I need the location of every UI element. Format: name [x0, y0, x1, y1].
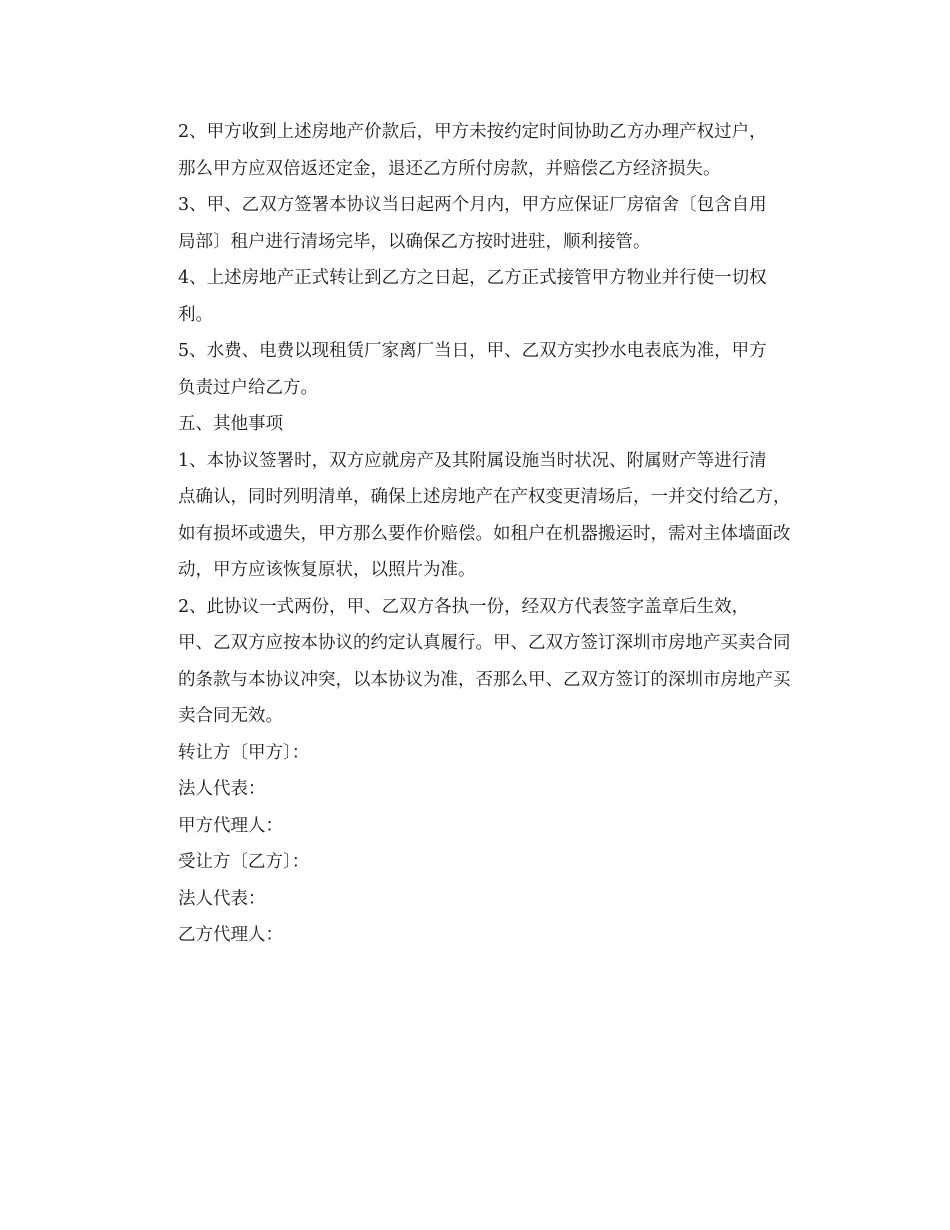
text-line: 点确认，同时列明清单，确保上述房地产在产权变更清场后，一并交付给乙方， — [178, 487, 791, 507]
signature-transferor: 转让方〔甲方〕： — [178, 742, 310, 763]
signature-transferee: 受让方〔乙方〕： — [178, 852, 310, 872]
clause-5-utilities — [142, 333, 808, 406]
signature-party-b-agent: 乙方代理人： — [178, 925, 283, 945]
text-line: 3、甲、乙双方签署本协议当日起两个月内，甲方应保证厂房宿舍〔包含自用 — [178, 195, 767, 215]
text-line: 4、上述房地产正式转让到乙方之日起，乙方正式接管甲方物业并行使一切权 — [178, 268, 767, 288]
signature-transferor-legal-rep: 法人代表： — [178, 779, 266, 799]
text-line: 利。 — [178, 304, 213, 325]
text-line: 负责过户给乙方。 — [178, 377, 318, 398]
signature-party-a-agent: 甲方代理人： — [178, 815, 283, 836]
clause-2-payment-transfer — [142, 114, 808, 187]
text-line: 的条款与本协议冲突，以本协议为准，否那么甲、乙双方签订的深圳市房地产买 — [178, 669, 791, 690]
text-line: 卖合同无效。 — [178, 706, 283, 726]
clause-4-takeover — [142, 260, 808, 333]
text-line: 局部〕租户进行清场完毕，以确保乙方按时进驻，顺利接管。 — [178, 231, 651, 252]
document-page — [142, 114, 808, 954]
text-line: 那么甲方应双倍返还定金，退还乙方所付房款，并赔偿乙方经济损失。 — [178, 158, 721, 179]
text-line: 5、水费、电费以现租赁厂家离厂当日，甲、乙双方实抄水电表底为准，甲方 — [178, 341, 767, 361]
text-line: 2、此协议一式两份，甲、乙双方各执一份，经双方代表签字盖章后生效， — [178, 596, 750, 617]
text-line: 甲、乙双方应按本协议的约定认真履行。甲、乙双方签订深圳市房地产买卖合同 — [178, 633, 791, 653]
text-line: 1、本协议签署时，双方应就房产及其附属设施当时状况、附属财产等进行清 — [178, 450, 767, 471]
text-line: 动，甲方应该恢复原状，以照片为准。 — [178, 560, 476, 580]
other-clause-1-inventory — [142, 443, 808, 589]
signature-transferee-legal-rep: 法人代表： — [178, 888, 266, 909]
text-line: 2、甲方收到上述房地产价款后，甲方未按约定时间协助乙方办理产权过户， — [178, 122, 767, 142]
other-clause-2-copies — [142, 589, 808, 735]
text-line: 如有损坏或遗失，甲方那么要作价赔偿。如租户在机器搬运时，需对主体墙面改 — [178, 523, 791, 544]
section-title: 五、其他事项 — [178, 414, 283, 434]
clause-3-clearance — [142, 187, 808, 260]
